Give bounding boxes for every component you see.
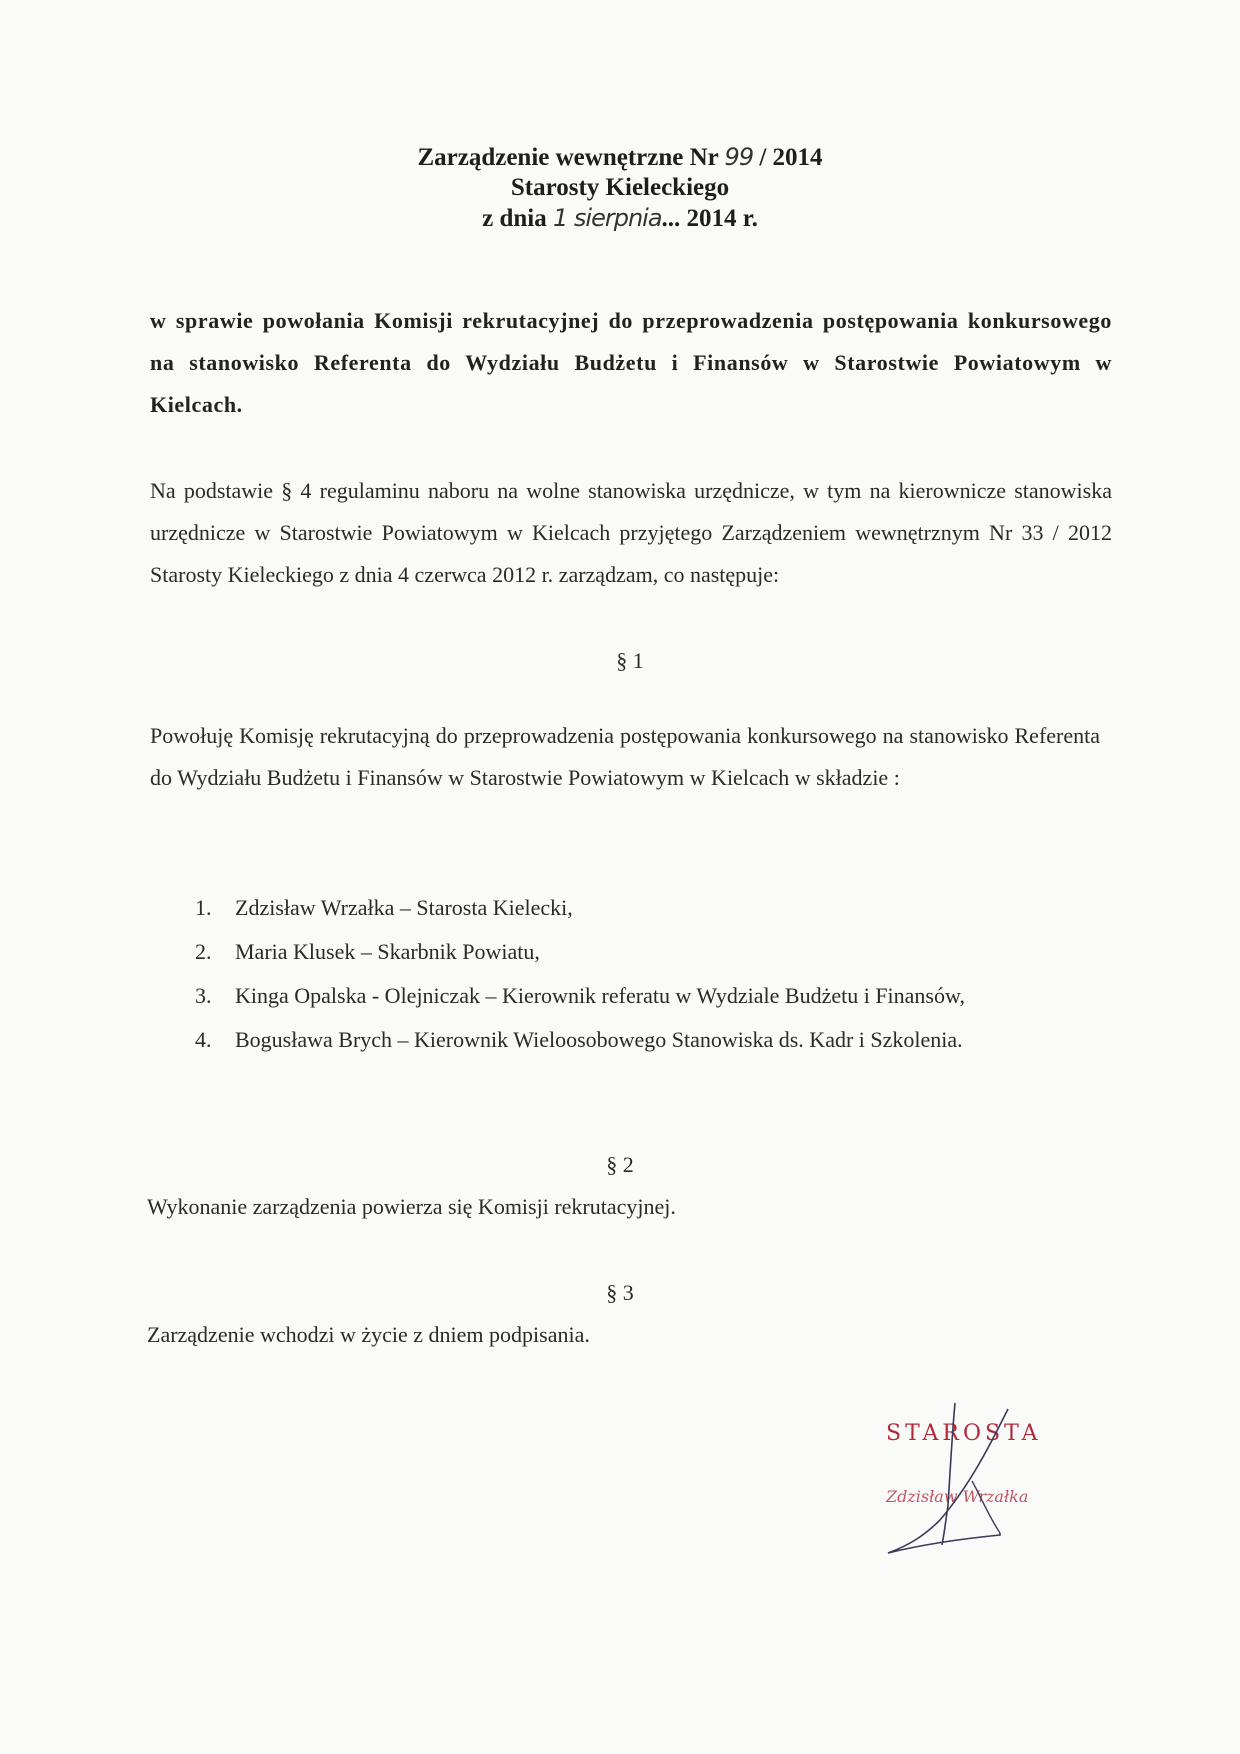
section-1-text: Powołuję Komisję rekrutacyjną do przeprowadzenia postępowania konkursowego na stanowisko Referenta do Wydziału Budżetu i Finansów w Starostwie Powiatowym w Kielcach w składzie : [150, 723, 1100, 790]
document-subject: w sprawie powołania Komisji rekrutacyjnej do przeprowadzenia postępowania konkursowego na stanowisko Referenta do Wydziału Budżetu i Finansów w Starostwie Powiatowym w Kielcach. [150, 308, 1112, 417]
stamp-name: Zdzisław Wrzałka [886, 1487, 1029, 1506]
list-number: 1. [195, 895, 212, 920]
member-text: Bogusława Brych – Kierownik Wieloosobowego Stanowiska ds. Kadr i Szkolenia. [235, 1027, 963, 1052]
list-number: 4. [195, 1027, 212, 1052]
document-title [0, 142, 1240, 173]
member-text: Kinga Opalska - Olejniczak – Kierownik referatu w Wydziale Budżetu i Finansów, [235, 983, 965, 1008]
section-1-mark: § 1 [616, 648, 644, 673]
date-prefix: z dnia [482, 205, 553, 232]
signature-stamp [880, 1395, 1080, 1565]
section-2-text: Wykonanie zarządzenia powierza się Komisji rekrutacyjnej. [147, 1194, 676, 1219]
list-item [195, 930, 1095, 974]
list-item [195, 886, 1095, 930]
list-number: 3. [195, 983, 212, 1008]
list-item [195, 1018, 1095, 1062]
date-suffix: ... 2014 r. [661, 205, 758, 232]
list-number: 2. [195, 939, 212, 964]
issuer: Starosty Kieleckiego [510, 174, 730, 201]
stamp-title: STAROSTA [886, 1421, 1042, 1446]
member-text: Maria Klusek – Skarbnik Powiatu, [235, 939, 540, 964]
section-3-text: Zarządzenie wchodzi w życie z dniem podpisania. [147, 1322, 590, 1347]
section-3-mark: § 3 [606, 1280, 634, 1305]
document-header [0, 142, 1240, 234]
document-date [0, 203, 1240, 234]
section-2-mark: § 2 [606, 1152, 634, 1177]
committee-members-list [195, 886, 1095, 1062]
legal-basis-paragraph: Na podstawie § 4 regulaminu naboru na wolne stanowiska urzędnicze, w tym na kierownicze stanowiska urzędnicze w Starostwie Powiatowym w Kielcach przyjętego Zarządzeniem wewnętrznym Nr 33 / 2012 Starosty Kieleckiego z dnia 4 czerwca 2012 r. zarządzam, co następuje: [150, 478, 1112, 587]
handwritten-signature-icon [880, 1395, 1080, 1565]
handwritten-number: 99 [724, 143, 754, 171]
member-text: Zdzisław Wrzałka – Starosta Kielecki, [235, 895, 573, 920]
handwritten-date: 1 sierpnia [553, 204, 662, 232]
list-item [195, 974, 1095, 1018]
title-suffix: / 2014 [753, 144, 823, 171]
title-prefix: Zarządzenie wewnętrzne Nr [417, 144, 725, 171]
